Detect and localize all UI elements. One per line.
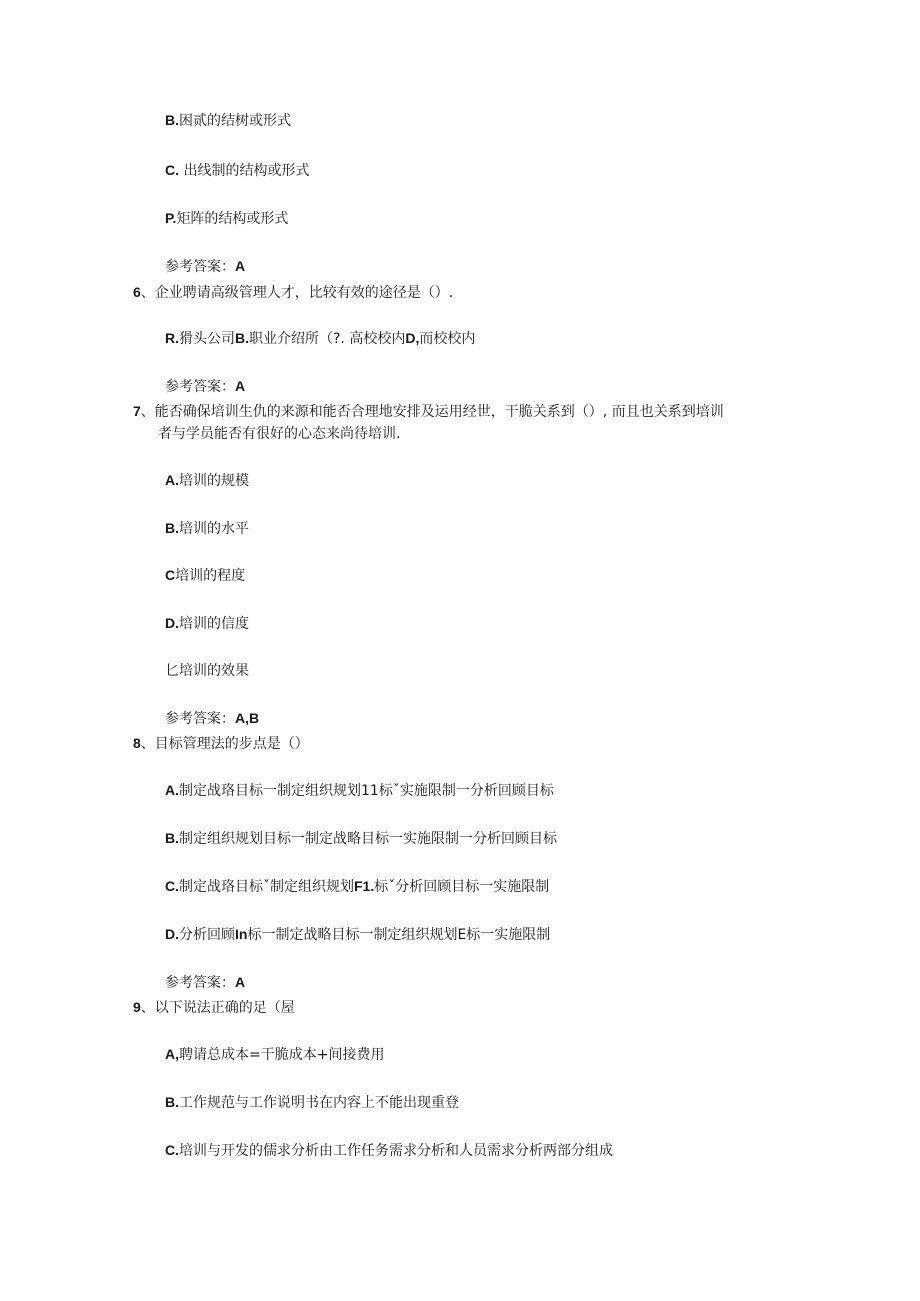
option-b-line [165, 1092, 459, 1113]
answer-prefix: 参考答案： [165, 379, 235, 395]
option-text: 标一制定战略目标一制定组织规划E标一实施限制 [247, 927, 551, 943]
option-text: 出线制的结构或形式 [179, 163, 310, 179]
option-label: A. [165, 472, 179, 488]
option-text: 制定战珞目标ˇ制定组织规划 [179, 879, 354, 895]
option-text: 工作规范与工作说明书在内容上不能出现重登 [179, 1095, 459, 1111]
option-text: 培训与开发的儒求分析由工作任务需求分析和人员需求分析两部分组成 [179, 1143, 613, 1159]
option-b-line [165, 518, 249, 539]
question-text: 、以下说法正确的足（屋 [140, 1000, 295, 1016]
option-label: D. [165, 615, 179, 631]
option-label: R. [165, 330, 179, 346]
option-text: 培训的信度 [179, 616, 249, 632]
answer-value: A [235, 378, 246, 394]
reference-answer [165, 972, 245, 993]
option-c-line [165, 1140, 613, 1161]
option-b-line [165, 110, 291, 131]
option-text: 培训的水平 [179, 521, 249, 537]
option-label: B. [165, 1094, 179, 1110]
answer-value: A [235, 258, 246, 274]
option-d-line [165, 613, 249, 634]
option-c-line [165, 565, 245, 586]
option-text: 制定战珞目标一制定组织规划11标ˇ实施限制一分析回顾目标 [179, 783, 554, 799]
question-number: 7 [133, 403, 141, 419]
question-8 [133, 733, 309, 754]
option-label: C. [165, 162, 179, 178]
option-text: 聘请总成本=干脆成本+间接费用 [179, 1047, 385, 1063]
option-text: 职业介绍所（?. 高校校内 [249, 331, 406, 347]
option-label: D. [165, 926, 179, 942]
option-label: B. [165, 112, 179, 128]
question-number: 6 [133, 284, 141, 300]
option-text: 培训的程度 [175, 568, 246, 584]
option-text: 制定组织规划目标一制定战略目标一实施限制一分析回顾目标 [179, 831, 557, 847]
reference-answer [165, 256, 245, 277]
question-text: 、能否确保培训生仇的来源和能否合理地安排及运用经世，干脆关系到（）, 而且也关系到培训 [140, 404, 724, 420]
option-text: 匕培训的效果 [165, 663, 249, 679]
options-line-q6 [165, 328, 475, 349]
option-c-line [165, 876, 549, 897]
question-7-continuation [158, 424, 400, 444]
answer-prefix: 参考答案： [165, 975, 235, 991]
option-e-line [165, 661, 249, 681]
option-d-line [165, 924, 550, 945]
option-label: C [165, 567, 176, 583]
option-label: A, [165, 1046, 179, 1062]
option-a-line [165, 1044, 384, 1065]
question-number: 9 [133, 999, 141, 1015]
option-b-line [165, 828, 557, 849]
option-c-line [165, 160, 309, 181]
option-label: C. [165, 1142, 179, 1158]
option-d-line [165, 208, 288, 229]
option-text: 分析回顾 [179, 927, 235, 943]
option-label: B. [235, 330, 249, 346]
question-text: 、目标管理法的步点是（） [140, 736, 309, 752]
option-text: 培训的规模 [179, 473, 249, 489]
answer-prefix: 参考答案： [165, 711, 235, 727]
reference-answer [165, 708, 259, 729]
option-label: P. [165, 210, 177, 226]
question-text: 者与学员能否有很好的心态来尚待培训. [158, 426, 401, 442]
question-text: 、企业聘请高级管理人才，比较有效的途径是（）. [140, 285, 454, 301]
option-label: D, [405, 330, 420, 346]
option-a-line [165, 780, 554, 801]
question-6 [133, 282, 453, 303]
option-label: B. [165, 520, 179, 536]
option-label: A. [165, 782, 179, 798]
option-text: 矩阵的结构或形式 [176, 211, 289, 227]
answer-prefix: 参考答案： [165, 259, 235, 275]
question-9 [133, 997, 295, 1018]
option-text: 而校校内 [419, 331, 476, 347]
question-number: 8 [133, 735, 141, 751]
option-text: 猾头公司 [179, 331, 235, 347]
option-inline-mark: In [235, 926, 248, 942]
answer-value: A,B [235, 710, 260, 726]
option-text: 标ˇ分析回顾目标一实施限制 [374, 879, 550, 895]
answer-value: A [235, 974, 246, 990]
option-inline-mark: F1. [354, 878, 375, 894]
option-label: C. [165, 878, 179, 894]
option-text: 困贰的结树或形式 [179, 113, 291, 129]
option-a-line [165, 470, 249, 491]
question-7 [133, 401, 724, 422]
option-label: B. [165, 830, 179, 846]
reference-answer [165, 376, 245, 397]
